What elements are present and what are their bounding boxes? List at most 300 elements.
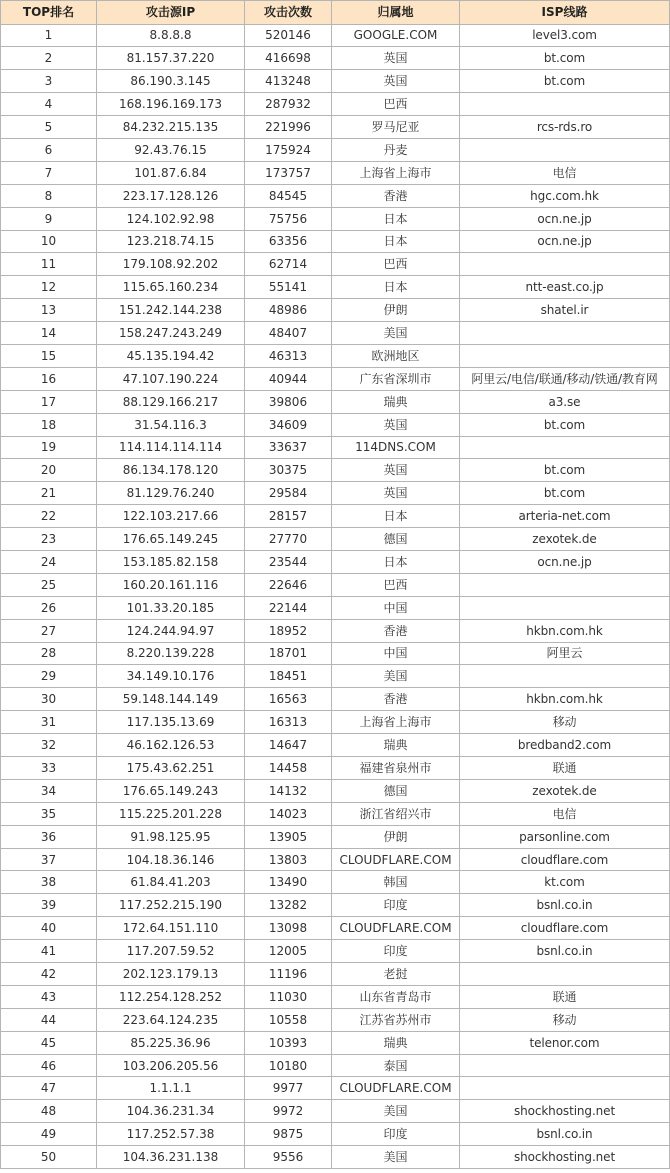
source-ip-cell: 88.129.166.217 bbox=[97, 390, 245, 413]
location-cell: 上海省上海市 bbox=[332, 711, 460, 734]
location-cell: 英国 bbox=[332, 482, 460, 505]
source-ip-cell: 176.65.149.243 bbox=[97, 779, 245, 802]
source-ip-cell: 86.190.3.145 bbox=[97, 70, 245, 93]
attack-count-cell: 11196 bbox=[245, 963, 332, 986]
location-cell: 老挝 bbox=[332, 963, 460, 986]
table-row bbox=[1, 390, 670, 413]
location-cell: 福建省泉州市 bbox=[332, 757, 460, 780]
isp-cell bbox=[460, 1054, 670, 1077]
header-rank: TOP排名 bbox=[1, 1, 97, 25]
table-row bbox=[1, 93, 670, 116]
rank-cell: 36 bbox=[1, 825, 97, 848]
attack-count-cell: 11030 bbox=[245, 985, 332, 1008]
isp-cell: hkbn.com.hk bbox=[460, 619, 670, 642]
rank-cell: 8 bbox=[1, 184, 97, 207]
attack-count-cell: 9556 bbox=[245, 1146, 332, 1169]
table-row bbox=[1, 1146, 670, 1169]
source-ip-cell: 61.84.41.203 bbox=[97, 871, 245, 894]
source-ip-cell: 175.43.62.251 bbox=[97, 757, 245, 780]
attack-count-cell: 12005 bbox=[245, 940, 332, 963]
table-row bbox=[1, 1077, 670, 1100]
table-row bbox=[1, 848, 670, 871]
attack-count-cell: 29584 bbox=[245, 482, 332, 505]
table-row bbox=[1, 802, 670, 825]
rank-cell: 10 bbox=[1, 230, 97, 253]
isp-cell: 阿里云/电信/联通/移动/铁通/教育网 bbox=[460, 367, 670, 390]
table-row bbox=[1, 138, 670, 161]
table-row bbox=[1, 596, 670, 619]
attack-count-cell: 10393 bbox=[245, 1031, 332, 1054]
source-ip-cell: 158.247.243.249 bbox=[97, 322, 245, 345]
source-ip-cell: 168.196.169.173 bbox=[97, 93, 245, 116]
rank-cell: 13 bbox=[1, 299, 97, 322]
rank-cell: 24 bbox=[1, 550, 97, 573]
table-row bbox=[1, 207, 670, 230]
location-cell: 江苏省苏州市 bbox=[332, 1008, 460, 1031]
rank-cell: 34 bbox=[1, 779, 97, 802]
isp-cell: arteria-net.com bbox=[460, 505, 670, 528]
location-cell: 香港 bbox=[332, 619, 460, 642]
rank-cell: 42 bbox=[1, 963, 97, 986]
header-source-ip: 攻击源IP bbox=[97, 1, 245, 25]
rank-cell: 44 bbox=[1, 1008, 97, 1031]
attack-count-cell: 10558 bbox=[245, 1008, 332, 1031]
source-ip-cell: 223.17.128.126 bbox=[97, 184, 245, 207]
rank-cell: 3 bbox=[1, 70, 97, 93]
source-ip-cell: 153.185.82.158 bbox=[97, 550, 245, 573]
location-cell: 日本 bbox=[332, 505, 460, 528]
location-cell: 巴西 bbox=[332, 573, 460, 596]
table-row bbox=[1, 230, 670, 253]
table-row bbox=[1, 299, 670, 322]
attack-count-cell: 48986 bbox=[245, 299, 332, 322]
table-row bbox=[1, 70, 670, 93]
location-cell: CLOUDFLARE.COM bbox=[332, 917, 460, 940]
isp-cell: 电信 bbox=[460, 161, 670, 184]
table-row bbox=[1, 1054, 670, 1077]
isp-cell bbox=[460, 963, 670, 986]
rank-cell: 4 bbox=[1, 93, 97, 116]
attack-count-cell: 14023 bbox=[245, 802, 332, 825]
attack-count-cell: 16313 bbox=[245, 711, 332, 734]
rank-cell: 19 bbox=[1, 436, 97, 459]
source-ip-cell: 34.149.10.176 bbox=[97, 665, 245, 688]
isp-cell: level3.com bbox=[460, 24, 670, 47]
source-ip-cell: 179.108.92.202 bbox=[97, 253, 245, 276]
attack-count-cell: 173757 bbox=[245, 161, 332, 184]
header-attack-count: 攻击次数 bbox=[245, 1, 332, 25]
attack-count-cell: 14458 bbox=[245, 757, 332, 780]
location-cell: 上海省上海市 bbox=[332, 161, 460, 184]
isp-cell: bt.com bbox=[460, 413, 670, 436]
table-row bbox=[1, 757, 670, 780]
rank-cell: 45 bbox=[1, 1031, 97, 1054]
rank-cell: 12 bbox=[1, 276, 97, 299]
location-cell: 英国 bbox=[332, 413, 460, 436]
isp-cell: 电信 bbox=[460, 802, 670, 825]
table-row bbox=[1, 24, 670, 47]
source-ip-cell: 124.244.94.97 bbox=[97, 619, 245, 642]
source-ip-cell: 101.87.6.84 bbox=[97, 161, 245, 184]
attack-count-cell: 13098 bbox=[245, 917, 332, 940]
rank-cell: 11 bbox=[1, 253, 97, 276]
source-ip-cell: 223.64.124.235 bbox=[97, 1008, 245, 1031]
attack-count-cell: 22144 bbox=[245, 596, 332, 619]
location-cell: 日本 bbox=[332, 230, 460, 253]
header-isp: ISP线路 bbox=[460, 1, 670, 25]
isp-cell: bt.com bbox=[460, 70, 670, 93]
location-cell: 美国 bbox=[332, 665, 460, 688]
location-cell: 广东省深圳市 bbox=[332, 367, 460, 390]
rank-cell: 20 bbox=[1, 459, 97, 482]
table-row bbox=[1, 184, 670, 207]
rank-cell: 46 bbox=[1, 1054, 97, 1077]
source-ip-cell: 45.135.194.42 bbox=[97, 344, 245, 367]
location-cell: 印度 bbox=[332, 894, 460, 917]
source-ip-cell: 81.129.76.240 bbox=[97, 482, 245, 505]
attack-count-cell: 416698 bbox=[245, 47, 332, 70]
location-cell: 印度 bbox=[332, 1123, 460, 1146]
attack-count-cell: 221996 bbox=[245, 116, 332, 139]
attack-count-cell: 9977 bbox=[245, 1077, 332, 1100]
source-ip-cell: 104.36.231.34 bbox=[97, 1100, 245, 1123]
location-cell: 瑞典 bbox=[332, 734, 460, 757]
source-ip-cell: 59.148.144.149 bbox=[97, 688, 245, 711]
table-header-row bbox=[1, 1, 670, 25]
attack-count-cell: 75756 bbox=[245, 207, 332, 230]
location-cell: GOOGLE.COM bbox=[332, 24, 460, 47]
isp-cell bbox=[460, 665, 670, 688]
attack-count-cell: 23544 bbox=[245, 550, 332, 573]
rank-cell: 35 bbox=[1, 802, 97, 825]
table-row bbox=[1, 963, 670, 986]
source-ip-cell: 117.207.59.52 bbox=[97, 940, 245, 963]
table-row bbox=[1, 47, 670, 70]
table-row bbox=[1, 688, 670, 711]
table-row bbox=[1, 711, 670, 734]
location-cell: 美国 bbox=[332, 1146, 460, 1169]
isp-cell: parsonline.com bbox=[460, 825, 670, 848]
attack-count-cell: 520146 bbox=[245, 24, 332, 47]
source-ip-cell: 8.220.139.228 bbox=[97, 642, 245, 665]
location-cell: 瑞典 bbox=[332, 1031, 460, 1054]
source-ip-cell: 202.123.179.13 bbox=[97, 963, 245, 986]
rank-cell: 2 bbox=[1, 47, 97, 70]
rank-cell: 30 bbox=[1, 688, 97, 711]
isp-cell bbox=[460, 344, 670, 367]
isp-cell: 移动 bbox=[460, 711, 670, 734]
table-row bbox=[1, 894, 670, 917]
location-cell: 德国 bbox=[332, 779, 460, 802]
location-cell: 日本 bbox=[332, 276, 460, 299]
rank-cell: 31 bbox=[1, 711, 97, 734]
location-cell: 瑞典 bbox=[332, 390, 460, 413]
isp-cell: ocn.ne.jp bbox=[460, 230, 670, 253]
location-cell: 欧洲地区 bbox=[332, 344, 460, 367]
attack-count-cell: 13803 bbox=[245, 848, 332, 871]
attack-count-cell: 13905 bbox=[245, 825, 332, 848]
isp-cell bbox=[460, 322, 670, 345]
table-body bbox=[1, 24, 670, 1169]
rank-cell: 38 bbox=[1, 871, 97, 894]
location-cell: 韩国 bbox=[332, 871, 460, 894]
location-cell: 罗马尼亚 bbox=[332, 116, 460, 139]
isp-cell: zexotek.de bbox=[460, 528, 670, 551]
isp-cell: bsnl.co.in bbox=[460, 940, 670, 963]
rank-cell: 33 bbox=[1, 757, 97, 780]
source-ip-cell: 8.8.8.8 bbox=[97, 24, 245, 47]
rank-cell: 6 bbox=[1, 138, 97, 161]
source-ip-cell: 123.218.74.15 bbox=[97, 230, 245, 253]
attack-count-cell: 62714 bbox=[245, 253, 332, 276]
rank-cell: 27 bbox=[1, 619, 97, 642]
attack-count-cell: 13282 bbox=[245, 894, 332, 917]
isp-cell: ocn.ne.jp bbox=[460, 550, 670, 573]
attack-count-cell: 33637 bbox=[245, 436, 332, 459]
rank-cell: 43 bbox=[1, 985, 97, 1008]
table-row bbox=[1, 642, 670, 665]
isp-cell: bt.com bbox=[460, 459, 670, 482]
location-cell: CLOUDFLARE.COM bbox=[332, 848, 460, 871]
header-location: 归属地 bbox=[332, 1, 460, 25]
table-row bbox=[1, 161, 670, 184]
location-cell: 英国 bbox=[332, 459, 460, 482]
rank-cell: 23 bbox=[1, 528, 97, 551]
isp-cell: kt.com bbox=[460, 871, 670, 894]
isp-cell bbox=[460, 1077, 670, 1100]
isp-cell: hgc.com.hk bbox=[460, 184, 670, 207]
source-ip-cell: 122.103.217.66 bbox=[97, 505, 245, 528]
source-ip-cell: 114.114.114.114 bbox=[97, 436, 245, 459]
source-ip-cell: 151.242.144.238 bbox=[97, 299, 245, 322]
source-ip-cell: 115.65.160.234 bbox=[97, 276, 245, 299]
rank-cell: 9 bbox=[1, 207, 97, 230]
table-row bbox=[1, 322, 670, 345]
source-ip-cell: 172.64.151.110 bbox=[97, 917, 245, 940]
attack-count-cell: 14647 bbox=[245, 734, 332, 757]
source-ip-cell: 115.225.201.228 bbox=[97, 802, 245, 825]
rank-cell: 7 bbox=[1, 161, 97, 184]
attack-count-cell: 30375 bbox=[245, 459, 332, 482]
isp-cell: telenor.com bbox=[460, 1031, 670, 1054]
rank-cell: 21 bbox=[1, 482, 97, 505]
attack-count-cell: 9972 bbox=[245, 1100, 332, 1123]
rank-cell: 25 bbox=[1, 573, 97, 596]
source-ip-cell: 104.36.231.138 bbox=[97, 1146, 245, 1169]
source-ip-cell: 117.252.57.38 bbox=[97, 1123, 245, 1146]
location-cell: 伊朗 bbox=[332, 825, 460, 848]
table-row bbox=[1, 734, 670, 757]
table-row bbox=[1, 619, 670, 642]
table-row bbox=[1, 459, 670, 482]
location-cell: 泰国 bbox=[332, 1054, 460, 1077]
attack-count-cell: 55141 bbox=[245, 276, 332, 299]
table-row bbox=[1, 779, 670, 802]
table-row bbox=[1, 573, 670, 596]
table-row bbox=[1, 940, 670, 963]
location-cell: 日本 bbox=[332, 550, 460, 573]
attack-count-cell: 9875 bbox=[245, 1123, 332, 1146]
source-ip-cell: 160.20.161.116 bbox=[97, 573, 245, 596]
rank-cell: 40 bbox=[1, 917, 97, 940]
source-ip-cell: 112.254.128.252 bbox=[97, 985, 245, 1008]
rank-cell: 5 bbox=[1, 116, 97, 139]
isp-cell: shockhosting.net bbox=[460, 1146, 670, 1169]
table-row bbox=[1, 436, 670, 459]
location-cell: 美国 bbox=[332, 322, 460, 345]
isp-cell: rcs-rds.ro bbox=[460, 116, 670, 139]
table-row bbox=[1, 276, 670, 299]
source-ip-cell: 91.98.125.95 bbox=[97, 825, 245, 848]
attack-count-cell: 10180 bbox=[245, 1054, 332, 1077]
attack-count-cell: 22646 bbox=[245, 573, 332, 596]
rank-cell: 16 bbox=[1, 367, 97, 390]
source-ip-cell: 85.225.36.96 bbox=[97, 1031, 245, 1054]
source-ip-cell: 92.43.76.15 bbox=[97, 138, 245, 161]
location-cell: 巴西 bbox=[332, 253, 460, 276]
attack-count-cell: 175924 bbox=[245, 138, 332, 161]
source-ip-cell: 101.33.20.185 bbox=[97, 596, 245, 619]
isp-cell: 移动 bbox=[460, 1008, 670, 1031]
rank-cell: 48 bbox=[1, 1100, 97, 1123]
rank-cell: 50 bbox=[1, 1146, 97, 1169]
location-cell: 日本 bbox=[332, 207, 460, 230]
attack-count-cell: 27770 bbox=[245, 528, 332, 551]
location-cell: 丹麦 bbox=[332, 138, 460, 161]
isp-cell: ntt-east.co.jp bbox=[460, 276, 670, 299]
location-cell: 印度 bbox=[332, 940, 460, 963]
isp-cell: bsnl.co.in bbox=[460, 894, 670, 917]
isp-cell bbox=[460, 253, 670, 276]
source-ip-cell: 124.102.92.98 bbox=[97, 207, 245, 230]
table-row bbox=[1, 665, 670, 688]
attack-count-cell: 18952 bbox=[245, 619, 332, 642]
location-cell: 香港 bbox=[332, 688, 460, 711]
location-cell: 香港 bbox=[332, 184, 460, 207]
isp-cell bbox=[460, 93, 670, 116]
attack-count-cell: 48407 bbox=[245, 322, 332, 345]
location-cell: 巴西 bbox=[332, 93, 460, 116]
table-row bbox=[1, 253, 670, 276]
source-ip-cell: 1.1.1.1 bbox=[97, 1077, 245, 1100]
isp-cell: hkbn.com.hk bbox=[460, 688, 670, 711]
table-row bbox=[1, 985, 670, 1008]
rank-cell: 1 bbox=[1, 24, 97, 47]
source-ip-cell: 84.232.215.135 bbox=[97, 116, 245, 139]
table-row bbox=[1, 344, 670, 367]
source-ip-cell: 86.134.178.120 bbox=[97, 459, 245, 482]
location-cell: 114DNS.COM bbox=[332, 436, 460, 459]
isp-cell: shatel.ir bbox=[460, 299, 670, 322]
attack-count-cell: 413248 bbox=[245, 70, 332, 93]
attack-count-cell: 28157 bbox=[245, 505, 332, 528]
attack-count-cell: 287932 bbox=[245, 93, 332, 116]
location-cell: 浙江省绍兴市 bbox=[332, 802, 460, 825]
attack-count-cell: 84545 bbox=[245, 184, 332, 207]
isp-cell: ocn.ne.jp bbox=[460, 207, 670, 230]
isp-cell: 联通 bbox=[460, 985, 670, 1008]
source-ip-cell: 81.157.37.220 bbox=[97, 47, 245, 70]
attack-count-cell: 18451 bbox=[245, 665, 332, 688]
isp-cell: zexotek.de bbox=[460, 779, 670, 802]
isp-cell: cloudflare.com bbox=[460, 917, 670, 940]
source-ip-cell: 117.252.215.190 bbox=[97, 894, 245, 917]
location-cell: CLOUDFLARE.COM bbox=[332, 1077, 460, 1100]
location-cell: 中国 bbox=[332, 596, 460, 619]
attack-count-cell: 46313 bbox=[245, 344, 332, 367]
location-cell: 伊朗 bbox=[332, 299, 460, 322]
table-row bbox=[1, 1031, 670, 1054]
rank-cell: 41 bbox=[1, 940, 97, 963]
table-row bbox=[1, 367, 670, 390]
isp-cell: 阿里云 bbox=[460, 642, 670, 665]
rank-cell: 29 bbox=[1, 665, 97, 688]
table-row bbox=[1, 482, 670, 505]
attack-count-cell: 16563 bbox=[245, 688, 332, 711]
isp-cell: a3.se bbox=[460, 390, 670, 413]
attack-count-cell: 18701 bbox=[245, 642, 332, 665]
table-row bbox=[1, 413, 670, 436]
rank-cell: 32 bbox=[1, 734, 97, 757]
rank-cell: 47 bbox=[1, 1077, 97, 1100]
table-row bbox=[1, 1100, 670, 1123]
rank-cell: 39 bbox=[1, 894, 97, 917]
source-ip-cell: 117.135.13.69 bbox=[97, 711, 245, 734]
isp-cell: bt.com bbox=[460, 482, 670, 505]
source-ip-cell: 46.162.126.53 bbox=[97, 734, 245, 757]
source-ip-cell: 47.107.190.224 bbox=[97, 367, 245, 390]
location-cell: 英国 bbox=[332, 47, 460, 70]
attack-count-cell: 39806 bbox=[245, 390, 332, 413]
isp-cell: 联通 bbox=[460, 757, 670, 780]
rank-cell: 18 bbox=[1, 413, 97, 436]
table-row bbox=[1, 116, 670, 139]
location-cell: 山东省青岛市 bbox=[332, 985, 460, 1008]
rank-cell: 49 bbox=[1, 1123, 97, 1146]
table-row bbox=[1, 871, 670, 894]
source-ip-cell: 31.54.116.3 bbox=[97, 413, 245, 436]
location-cell: 中国 bbox=[332, 642, 460, 665]
attack-count-cell: 40944 bbox=[245, 367, 332, 390]
rank-cell: 26 bbox=[1, 596, 97, 619]
rank-cell: 17 bbox=[1, 390, 97, 413]
attack-count-cell: 63356 bbox=[245, 230, 332, 253]
location-cell: 德国 bbox=[332, 528, 460, 551]
isp-cell: cloudflare.com bbox=[460, 848, 670, 871]
isp-cell: shockhosting.net bbox=[460, 1100, 670, 1123]
location-cell: 英国 bbox=[332, 70, 460, 93]
isp-cell bbox=[460, 596, 670, 619]
attack-count-cell: 14132 bbox=[245, 779, 332, 802]
table-row bbox=[1, 528, 670, 551]
table-row bbox=[1, 1008, 670, 1031]
isp-cell bbox=[460, 436, 670, 459]
isp-cell bbox=[460, 573, 670, 596]
rank-cell: 37 bbox=[1, 848, 97, 871]
attack-count-cell: 34609 bbox=[245, 413, 332, 436]
source-ip-cell: 176.65.149.245 bbox=[97, 528, 245, 551]
rank-cell: 15 bbox=[1, 344, 97, 367]
table-row bbox=[1, 505, 670, 528]
isp-cell: bsnl.co.in bbox=[460, 1123, 670, 1146]
table-row bbox=[1, 1123, 670, 1146]
table-row bbox=[1, 825, 670, 848]
attack-count-cell: 13490 bbox=[245, 871, 332, 894]
table-row bbox=[1, 550, 670, 573]
location-cell: 美国 bbox=[332, 1100, 460, 1123]
table-row bbox=[1, 917, 670, 940]
rank-cell: 28 bbox=[1, 642, 97, 665]
